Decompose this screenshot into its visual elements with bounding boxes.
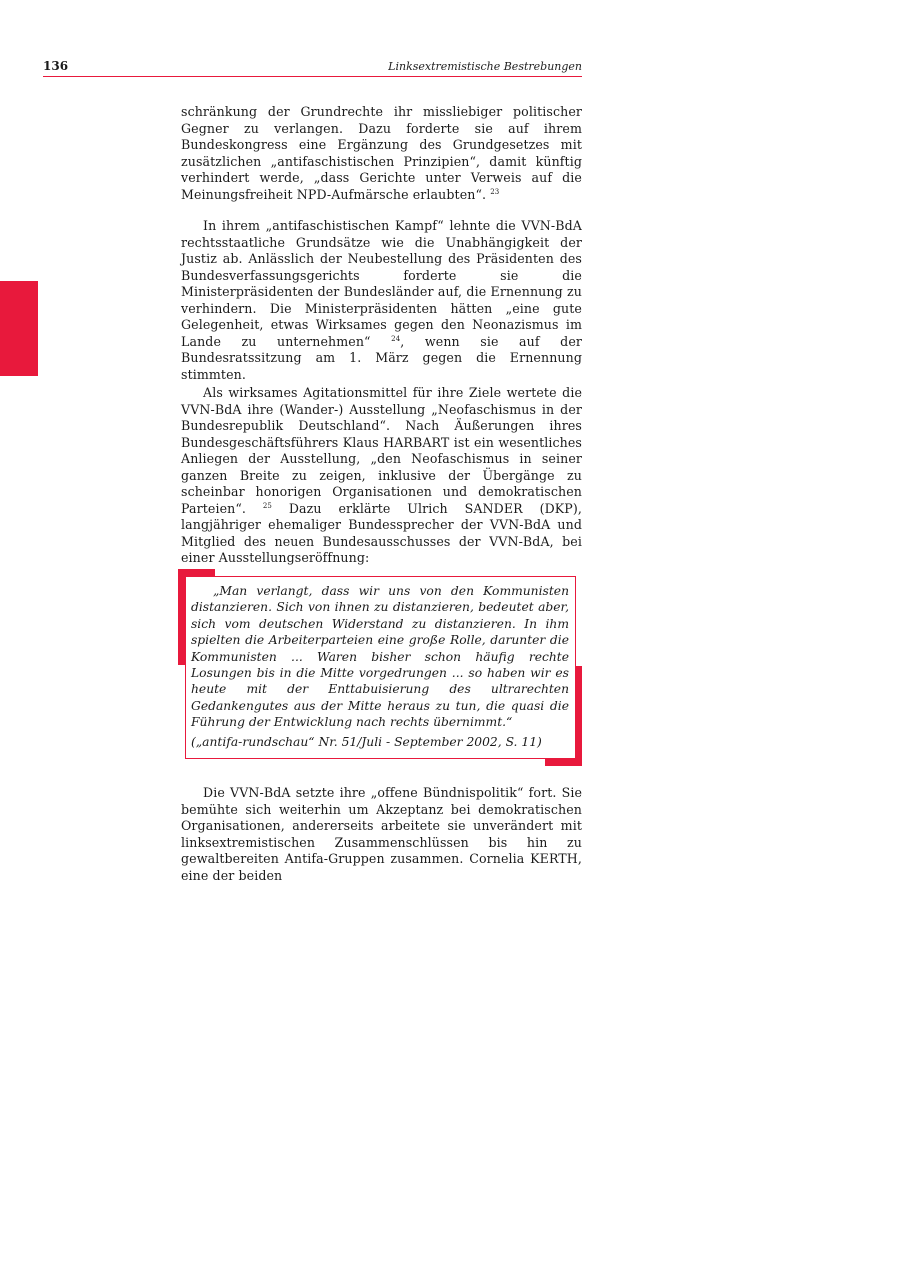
quote-text	[191, 583, 569, 731]
quote-source: („antifa-rundschau“ Nr. 51/Juli - September 2002, S. 11)	[191, 735, 542, 749]
footnote-marker: 25	[262, 501, 272, 510]
paragraph-3	[181, 385, 582, 567]
footnote-marker: 24	[391, 334, 401, 343]
quote-body: „Man verlangt, dass wir uns von den Kommunisten distanzieren. Sich von ihnen zu distanzieren, bedeutet aber, sich vom deutschen Widerstand zu distanzieren. In ihm spielten die Arbeiterparteien eine große Rolle, darunter die Kommunisten ... Waren bisher schon häufig rechte Losungen bis in die Mitte vorgedrungen ... so haben wir es heute mit der Enttabuisierung des ultrarechten Gedankengutes aus der Mitte heraus zu tun, die quasi die Führung der Entwicklung nach rechts übernimmt.“	[191, 584, 569, 730]
paragraph-1	[181, 104, 582, 203]
paragraph-3-text-cont: Dazu erklärte Ulrich SANDER (DKP), langjähriger ehemaliger Bundessprecher der VVN-BdA und Mitglied des neuen Bundesausschusses der VVN-BdA, bei einer Ausstellungseröffnung:	[181, 500, 583, 565]
paragraph-1-text: schränkung der Grundrechte ihr missliebiger politischer Gegner zu verlangen. Dazu forderte sie auf ihrem Bundeskongress eine Ergänzung des Grundgesetzes mit zusätzlichen „antifaschistischen Prinzipien“, damit künftig verhindert werde, „dass Gerichte unter Verweis auf die Meinungsfreiheit NPD-Aufmärsche erlaubten“.	[181, 104, 582, 202]
running-head: Linksextremistische Bestrebungen	[388, 60, 582, 73]
footnote-marker: 23	[490, 187, 500, 196]
paragraph-4-text: Die VVN-BdA setzte ihre „offene Bündnispolitik“ fort. Sie bemühte sich weiterhin um Akzeptanz bei demokratischen Organisationen, andererseits arbeitete sie unverändert mit linksextremistischen Zusammenschlüssen bis hin zu gewaltbereiten Antifa-Gruppen zusammen. Cornelia KERTH, eine der beiden	[181, 785, 582, 883]
paragraph-2-text: In ihrem „antifaschistischen Kampf“ lehnte die VVN-BdA rechtsstaatliche Grundsätze wie die Unabhängigkeit der Justiz ab. Anlässlich der Neubestellung des Präsidenten des Bundesverfassungsgerichts forderte sie die Ministerpräsidenten der Bundesländer auf, die Ernennung zu verhindern. Die Ministerpräsidenten hätten „eine gute Gelegenheit, etwas Wirksames gegen den Neonazismus im Lande zu unternehmen“	[181, 218, 582, 349]
side-tab-marker	[0, 281, 38, 376]
page-number: 136	[43, 59, 69, 73]
paragraph-2	[181, 218, 582, 383]
paragraph-3-text: Als wirksames Agitationsmittel für ihre Ziele wertete die VVN-BdA ihre (Wander-) Ausstellung „Neofaschismus in der Bundesrepublik Deutschland“. Nach Äußerungen ihres Bundesgeschäftsführers Klaus HARBART ist ein wesentliches Anliegen der Ausstellung, „den Neofaschismus in seiner ganzen Breite zu zeigen, inklusive der Übergänge zu scheinbar honorigen Organisationen und demokratischen Parteien“.	[181, 385, 582, 516]
header-rule	[43, 76, 582, 77]
paragraph-4	[181, 785, 582, 884]
paragraph-2-text-cont: , wenn sie auf der Bundesratssitzung am 1. März gegen die Ernennung stimmten.	[181, 333, 583, 382]
